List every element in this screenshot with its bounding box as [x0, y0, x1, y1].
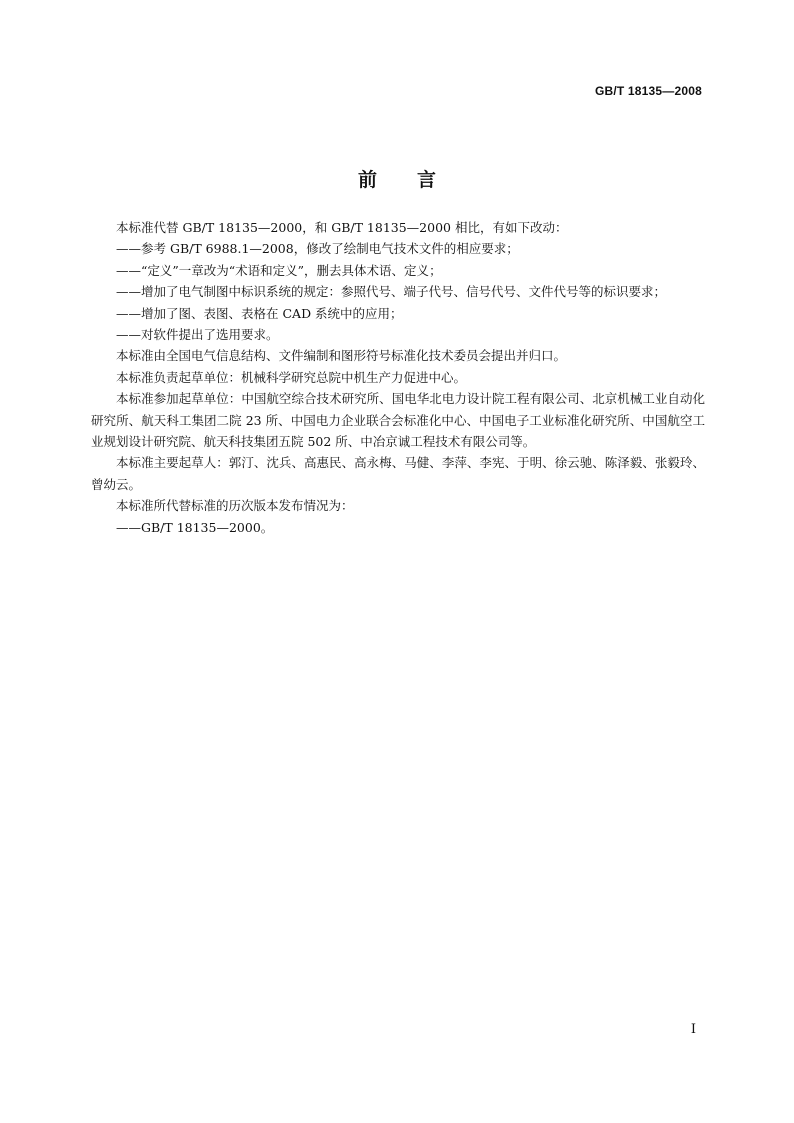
paragraph-proposer: 本标准由全国电气信息结构、文件编制和图形符号标准化技术委员会提出并归口。: [116, 348, 567, 364]
list-item: ——增加了电气制图中标识系统的规定：参照代号、端子代号、信号代号、文件代号等的标识要求；: [116, 284, 667, 300]
standard-code: GB/T 18135—2008: [594, 84, 702, 98]
paragraph-history: 本标准所代替标准的历次版本发布情况为：: [116, 498, 354, 514]
list-item: ——增加了图、表图、表格在 CAD 系统中的应用；: [116, 305, 403, 321]
paragraph-lead-drafter: 本标准负责起草单位：机械科学研究总院中机生产力促进中心。: [116, 369, 467, 385]
page-title: 前言: [357, 168, 476, 191]
paragraph-drafters: 本标准主要起草人：郭汀、沈兵、高惠民、高永梅、马健、李萍、李宪、于明、徐云驰、陈泽毅、张毅玲、曾幼云。: [91, 455, 705, 492]
page-number: I: [690, 1022, 696, 1037]
list-item: ——对软件提出了选用要求。: [116, 327, 279, 343]
list-item: ——GB/T 18135—2000。: [116, 519, 274, 535]
foreword-body: [91, 217, 705, 538]
list-item: ——“定义”一章改为“术语和定义”，删去具体术语、定义；: [116, 262, 442, 278]
list-item: ——参考 GB/T 6988.1—2008，修改了绘制电气技术文件的相应要求；: [116, 241, 519, 257]
paragraph-intro: 本标准代替 GB/T 18135—2000，和 GB/T 18135—2000 相比，有如下改动：: [116, 220, 568, 235]
paragraph-participants: 本标准参加起草单位：中国航空综合技术研究所、国电华北电力设计院工程有限公司、北京机械工业自动化研究所、航天科工集团二院 23 所、中国电力企业联合会标准化中心、中国电子工业标准化研究所、中国航空工业规划设计研究院、航天科技集团五院 502 所、中冶京诚工程技术有限公司等。: [91, 391, 705, 450]
